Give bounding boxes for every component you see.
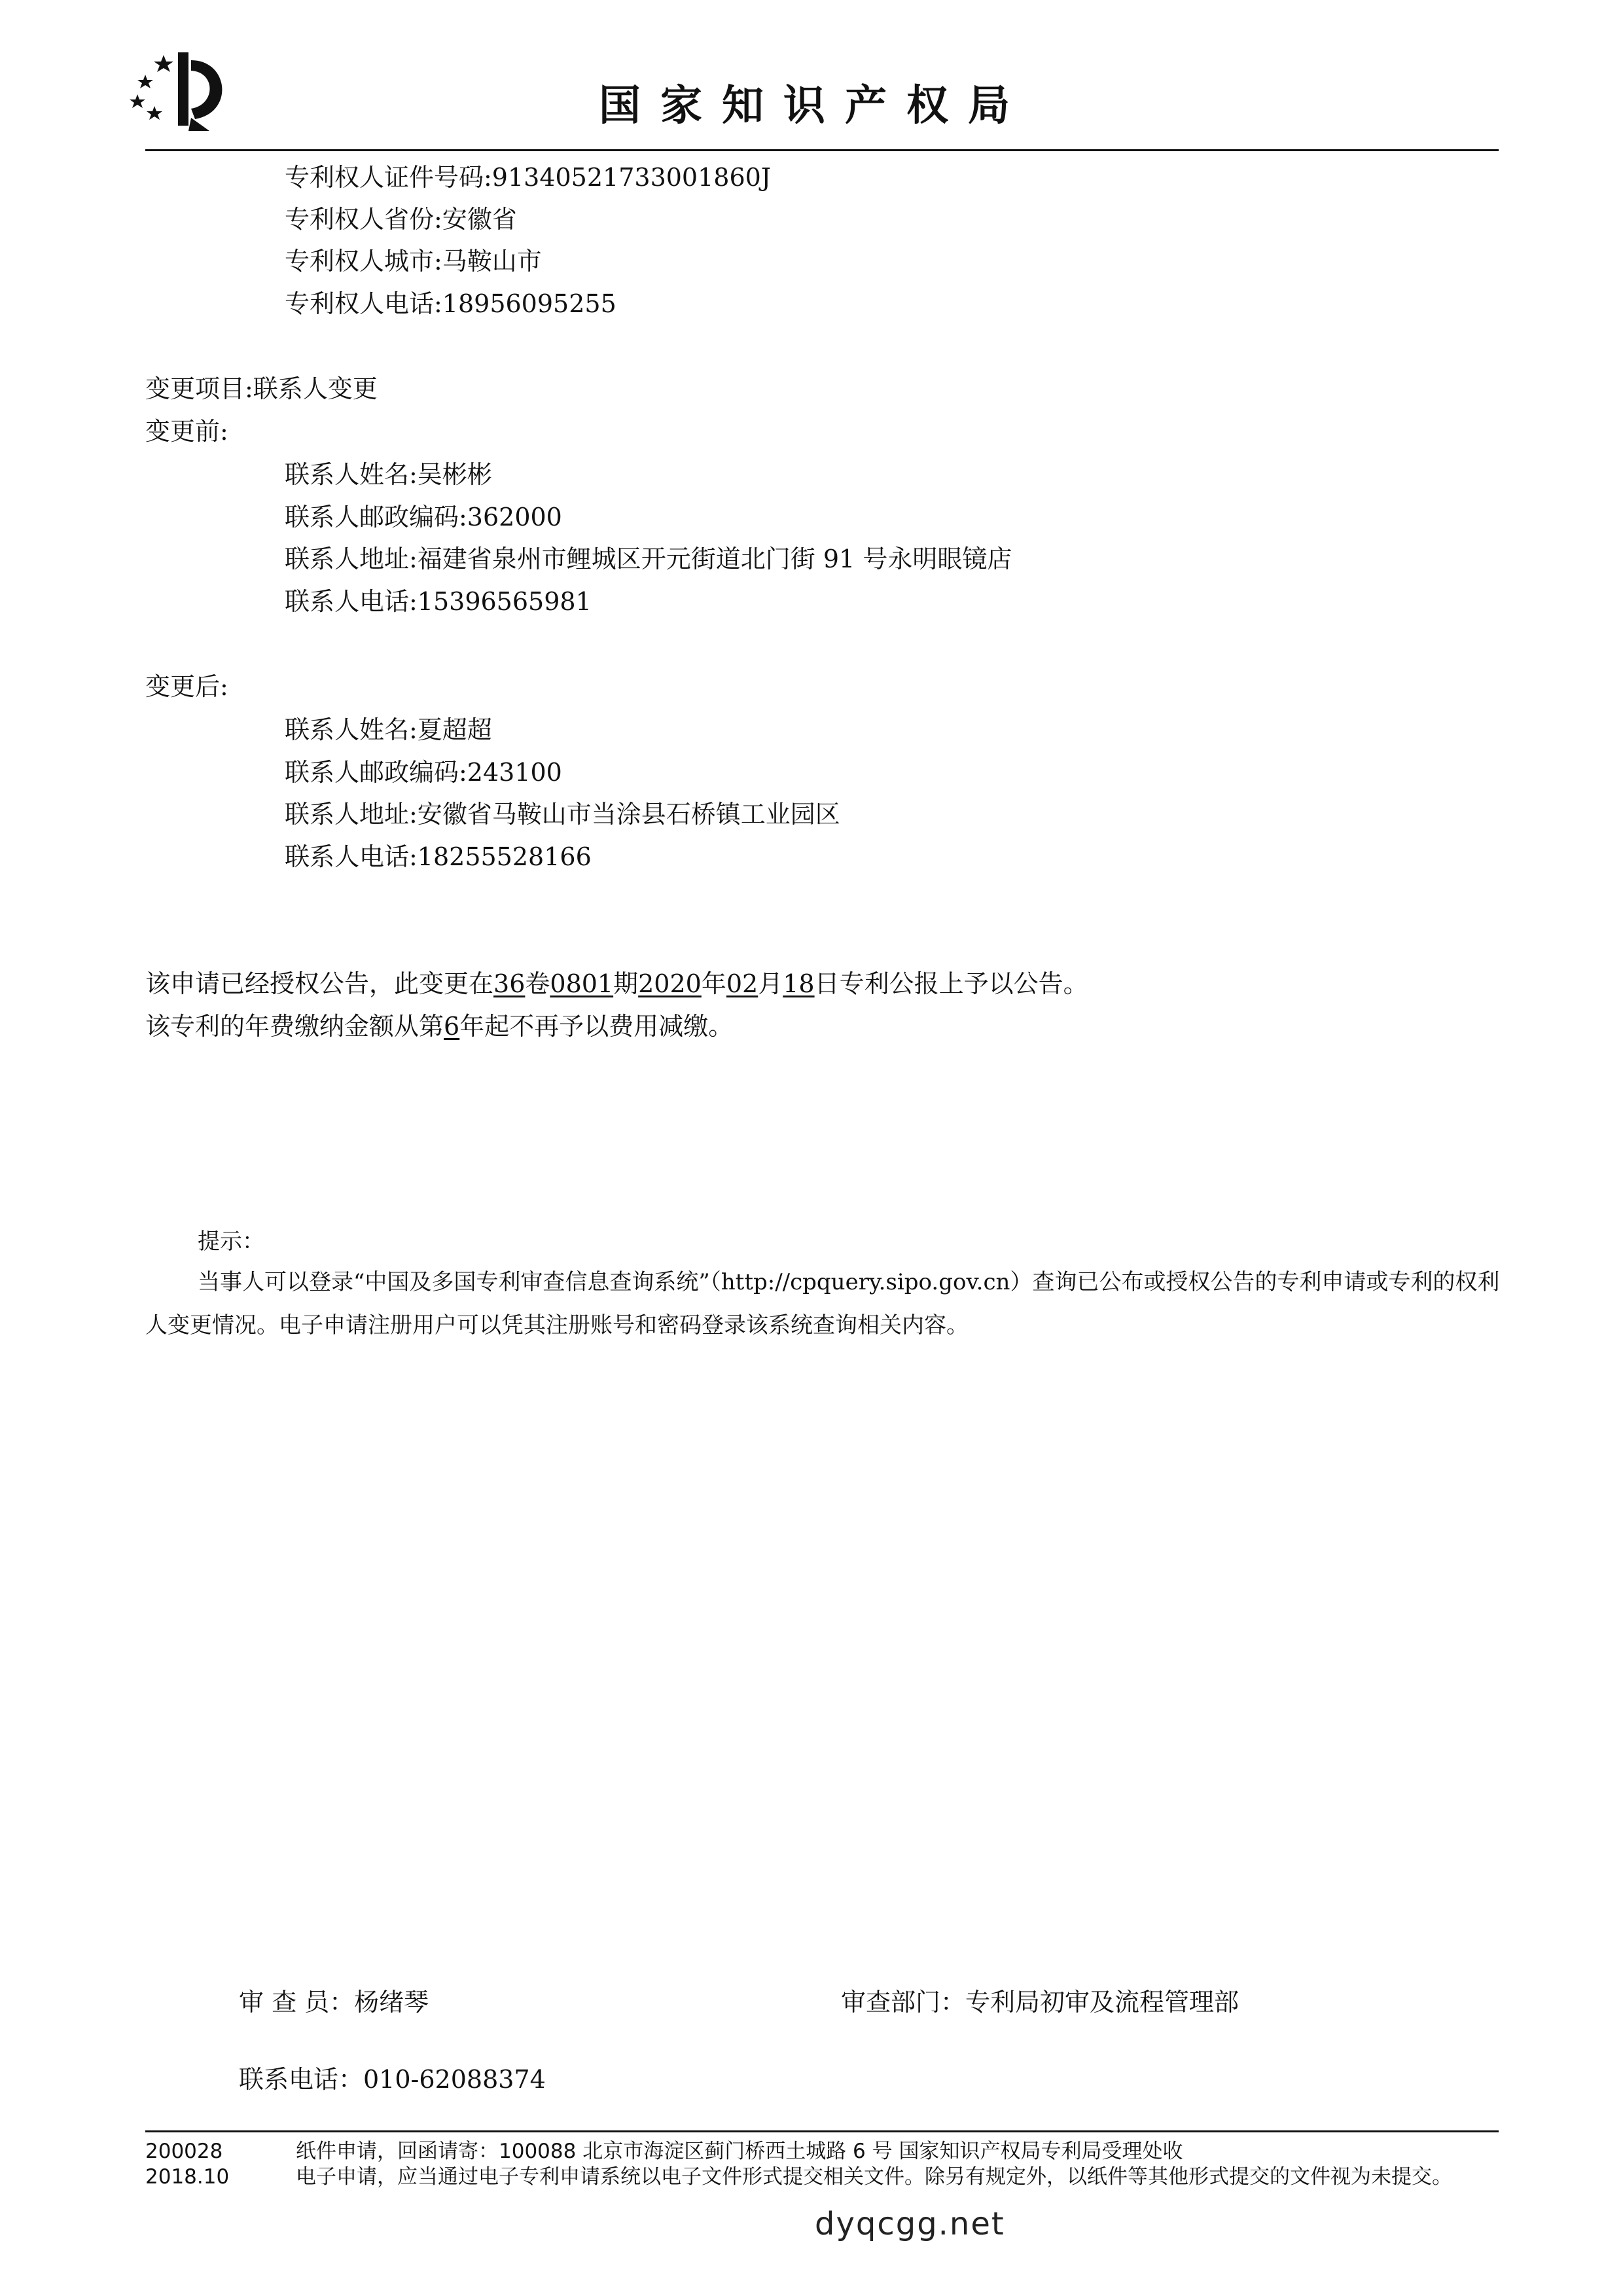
notice-volume: 36 (493, 969, 526, 998)
footer-rule (145, 2130, 1499, 2132)
form-date: 2018.10 (145, 2164, 230, 2189)
form-code (145, 2139, 229, 2190)
change-item: 变更项目:联系人变更 (145, 374, 378, 403)
footer-electronic-instructions: 电子申请，应当通过电子专利申请系统以电子文件形式提交相关文件。除另有规定外，以纸件等其他形式提交的文件视为未提交。 (296, 2164, 1452, 2189)
fee-year: 6 (444, 1012, 460, 1041)
tip-label: 提示： (198, 1229, 264, 1255)
before-contact-postcode: 联系人邮政编码:362000 (285, 503, 562, 531)
footer-paper-instructions: 纸件申请，回函请寄：100088 北京市海淀区蓟门桥西土城路 6 号 国家知识产权局专利局受理处收 (296, 2140, 1183, 2163)
before-contact-name: 联系人姓名:吴彬彬 (285, 460, 492, 489)
after-contact-postcode: 联系人邮政编码:243100 (285, 758, 562, 787)
fee-line (145, 1014, 733, 1039)
header-rule (145, 149, 1499, 151)
before-label: 变更前: (145, 417, 228, 446)
notice-text: 年 (701, 969, 726, 998)
patentee-phone: 专利权人电话:18956095255 (285, 289, 616, 318)
patentee-province: 专利权人省份:安徽省 (285, 205, 517, 234)
notice-text: 该申请已经授权公告，此变更在 (145, 969, 494, 998)
header-title: 国家知识产权局 (599, 82, 1029, 130)
fee-text: 该专利的年费缴纳金额从第 (145, 1012, 444, 1041)
tip-text: 当事人可以登录“中国及多国专利审查信息查询系统”（http://cpquery.sipo.gov.cn）查询已公布或授权公告的专利申请或专利的权利人变更情况。电子申请注册用户可以凭其注册账号和密码登录该系统查询相关内容。 (145, 1269, 1500, 1338)
tip-body (145, 1261, 1500, 1347)
notice-month: 02 (726, 969, 758, 998)
contact-phone: 联系电话：010-62088374 (239, 2065, 546, 2094)
notice-text: 日专利公报上予以公告。 (814, 969, 1088, 998)
watermark: dyqcgg.net (815, 2206, 1005, 2242)
patentee-id: 专利权人证件号码:91340521733001860J (285, 163, 772, 192)
notice-text: 月 (758, 969, 783, 998)
after-contact-address: 联系人地址:安徽省马鞍山市当涂县石桥镇工业园区 (285, 800, 840, 829)
form-number: 200028 (145, 2140, 223, 2163)
notice-issue: 0801 (550, 969, 614, 998)
fee-text: 年起不再予以费用减缴。 (459, 1012, 734, 1041)
before-contact-phone: 联系人电话:15396565981 (285, 587, 592, 616)
after-contact-name: 联系人姓名:夏超超 (285, 715, 492, 744)
after-label: 变更后: (145, 672, 228, 701)
footer-text (296, 2139, 1500, 2190)
notice-text: 期 (613, 969, 639, 998)
examiner: 审 查 员：杨绪琴 (239, 1988, 429, 2017)
notice-line (145, 971, 1088, 996)
cnipa-logo-icon (118, 41, 249, 139)
after-contact-phone: 联系人电话:18255528166 (285, 842, 592, 871)
notice-year: 2020 (638, 969, 702, 998)
examination-department: 审查部门：专利局初审及流程管理部 (841, 1988, 1240, 2017)
before-contact-address: 联系人地址:福建省泉州市鲤城区开元街道北门街 91 号永明眼镜店 (285, 545, 1012, 573)
patentee-city: 专利权人城市:马鞍山市 (285, 247, 542, 276)
notice-day: 18 (783, 969, 815, 998)
notice-text: 卷 (525, 969, 550, 998)
